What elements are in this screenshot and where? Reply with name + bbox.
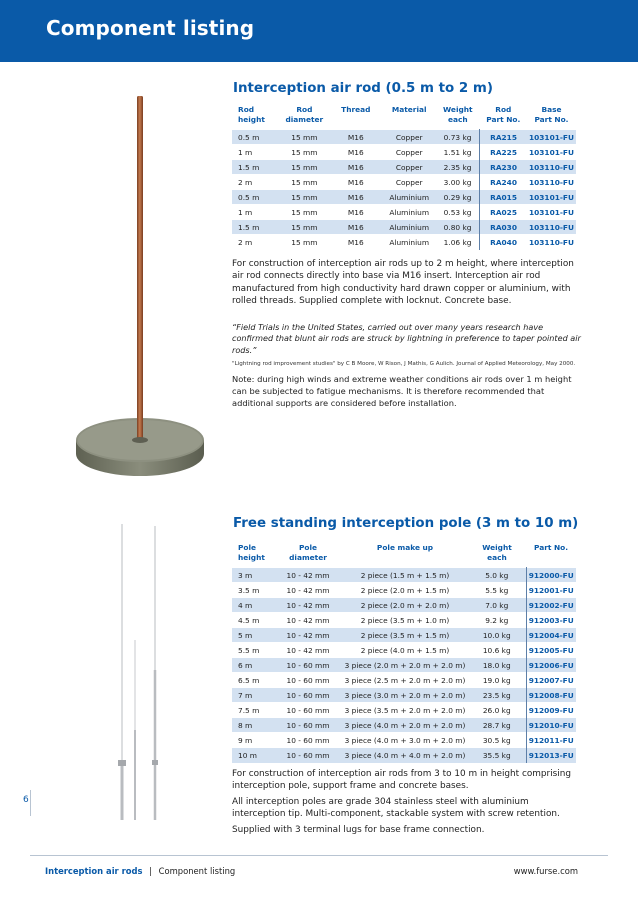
table-cell: 912010-FU (526, 718, 576, 733)
table-cell: 4 m (232, 598, 274, 613)
table-cell: RA215 (480, 130, 527, 145)
table-row (232, 733, 576, 748)
table-row (232, 718, 576, 733)
table-cell: Copper (382, 175, 436, 190)
page-number-rule (30, 790, 31, 816)
table-cell: 0.29 kg (436, 190, 480, 205)
citation: "Lightning rod improvement studies" by C B Moore, W Rison, J Mathis, G Aulich. Journal of Applied Meteorology, May 2000. (232, 361, 576, 367)
table-cell: Aluminium (382, 190, 436, 205)
table-cell: 8 m (232, 718, 274, 733)
table-cell: M16 (329, 160, 382, 175)
table-cell: 10.0 kg (468, 628, 526, 643)
table-cell: M16 (329, 175, 382, 190)
table-cell: 103110-FU (527, 175, 576, 190)
table-cell: 10 - 42 mm (274, 643, 342, 658)
table-cell: 1.5 m (232, 160, 280, 175)
table-cell: 912002-FU (526, 598, 576, 613)
table-row (232, 160, 576, 175)
table-cell: 2 piece (2.0 m + 1.5 m) (342, 583, 468, 598)
table-cell: 10 - 42 mm (274, 568, 342, 583)
table-cell: 2 piece (2.0 m + 2.0 m) (342, 598, 468, 613)
air-rod-description: For construction of interception air rods up to 2 m height, where interception air rod connects directly into base via M16 insert. Interception air rod manufactured from high conductivity hard drawn copper or aluminium, with rolled threads. Supplied complete with locknut. Concrete base. (232, 259, 574, 306)
table-cell: M16 (329, 130, 382, 145)
installation-note: Note: during high winds and extreme weather conditions air rods over 1 m height can be subjected to fatigue mechanisms. It is therefore recommended that additional supports are considered before installation. (232, 374, 572, 408)
table-cell: 912006-FU (526, 658, 576, 673)
column-header: Weight each (482, 543, 512, 562)
table-cell: 2.35 kg (436, 160, 480, 175)
table-cell: 912003-FU (526, 613, 576, 628)
table-row (232, 688, 576, 703)
table-cell: 103110-FU (527, 220, 576, 235)
table-cell: RA040 (480, 235, 527, 250)
table-cell: 10 - 60 mm (274, 703, 342, 718)
column-header: Pole make up (376, 543, 434, 552)
table-cell: 15 mm (280, 235, 330, 250)
table-cell: Aluminium (382, 235, 436, 250)
table-cell: 0.53 kg (436, 205, 480, 220)
column-header: Thread (341, 105, 371, 114)
column-header: Rod diameter (285, 105, 324, 124)
table-cell: 7.0 kg (468, 598, 526, 613)
table-cell: 4.5 m (232, 613, 274, 628)
footer-section: Interception air rods (45, 866, 143, 876)
table-cell: 2 piece (3.5 m + 1.0 m) (342, 613, 468, 628)
table-cell: 1.06 kg (436, 235, 480, 250)
column-header: Pole height (238, 543, 265, 562)
table-cell: 912011-FU (526, 733, 576, 748)
pole-supply-note: Supplied with 3 terminal lugs for base frame connection. (232, 825, 485, 835)
column-header: Weight each (443, 105, 473, 124)
table-cell: 2 piece (1.5 m + 1.5 m) (342, 568, 468, 583)
table-row (232, 175, 576, 190)
table-header-row (232, 541, 576, 568)
table-cell: 6.5 m (232, 673, 274, 688)
air-rod-table (232, 103, 576, 250)
table-cell: 10 - 60 mm (274, 658, 342, 673)
table-cell: 7 m (232, 688, 274, 703)
table-row (232, 703, 576, 718)
table-cell: 18.0 kg (468, 658, 526, 673)
table-cell: 28.7 kg (468, 718, 526, 733)
table-cell: Copper (382, 160, 436, 175)
pole-table (232, 541, 576, 763)
table-cell: 5.5 m (232, 643, 274, 658)
research-quote: “Field Trials in the United States, carried out over many years research have confirmed that blunt air rods are struck by lightning in preference to taper pointed air rods.” (232, 322, 581, 355)
footer-subsection: Component listing (158, 866, 236, 876)
table-row (232, 583, 576, 598)
table-cell: 103110-FU (527, 160, 576, 175)
table-row (232, 235, 576, 250)
table-cell: 912000-FU (526, 568, 576, 583)
table-cell: 10 - 42 mm (274, 598, 342, 613)
table-cell: 23.5 kg (468, 688, 526, 703)
table-cell: 15 mm (280, 160, 330, 175)
table-cell: 912005-FU (526, 643, 576, 658)
table-cell: 1 m (232, 145, 280, 160)
table-cell: 2 piece (4.0 m + 1.5 m) (342, 643, 468, 658)
table-cell: 10 - 42 mm (274, 613, 342, 628)
table-cell: Copper (382, 145, 436, 160)
table-cell: 15 mm (280, 130, 330, 145)
table-row (232, 748, 576, 763)
table-cell: 912013-FU (526, 748, 576, 763)
table-cell: 103101-FU (527, 190, 576, 205)
table-cell: 15 mm (280, 145, 330, 160)
table-cell: 7.5 m (232, 703, 274, 718)
table-cell: 5.5 kg (468, 583, 526, 598)
table-cell: M16 (329, 205, 382, 220)
table-cell: 0.80 kg (436, 220, 480, 235)
table-row (232, 205, 576, 220)
table-row (232, 673, 576, 688)
pole-description: For construction of interception air rods from 3 to 10 m in height comprising interception pole, support frame and concrete bases. (232, 769, 572, 792)
table-cell: 10 - 42 mm (274, 628, 342, 643)
footer-url[interactable]: www.furse.com (513, 866, 578, 876)
table-cell: 3 piece (4.0 m + 3.0 m + 2.0 m) (342, 733, 468, 748)
table-cell: 9 m (232, 733, 274, 748)
table-cell: 10 - 60 mm (274, 688, 342, 703)
column-header: Rod height (238, 105, 265, 124)
footer-breadcrumb (45, 866, 235, 876)
table-cell: 30.5 kg (468, 733, 526, 748)
table-cell: 26.0 kg (468, 703, 526, 718)
column-header: Rod Part No. (486, 105, 521, 124)
table-cell: 15 mm (280, 190, 330, 205)
table-row (232, 643, 576, 658)
column-header: Part No. (533, 543, 569, 552)
table-cell: 3 m (232, 568, 274, 583)
column-header: Base Part No. (534, 105, 569, 124)
page-title: Component listing (46, 16, 255, 40)
table-cell: Copper (382, 130, 436, 145)
table-cell: 1.5 m (232, 220, 280, 235)
table-header-row (232, 103, 576, 130)
table-cell: 10.6 kg (468, 643, 526, 658)
table-cell: 15 mm (280, 175, 330, 190)
table-cell: 9.2 kg (468, 613, 526, 628)
table-cell: 0.5 m (232, 190, 280, 205)
table-row (232, 130, 576, 145)
table-cell: 912008-FU (526, 688, 576, 703)
table-cell: RA230 (480, 160, 527, 175)
table-cell: 103101-FU (527, 145, 576, 160)
table-cell: 6 m (232, 658, 274, 673)
table-row (232, 613, 576, 628)
table-cell: Aluminium (382, 205, 436, 220)
table-cell: 10 - 60 mm (274, 733, 342, 748)
table-cell: 912007-FU (526, 673, 576, 688)
table-cell: 3.5 m (232, 583, 274, 598)
table-cell: RA030 (480, 220, 527, 235)
table-cell: M16 (329, 190, 382, 205)
table-cell: 15 mm (280, 220, 330, 235)
table-row (232, 190, 576, 205)
table-cell: 912009-FU (526, 703, 576, 718)
table-cell: 103110-FU (527, 235, 576, 250)
table-cell: 3 piece (2.0 m + 2.0 m + 2.0 m) (342, 658, 468, 673)
table-cell: 3 piece (4.0 m + 2.0 m + 2.0 m) (342, 718, 468, 733)
table-cell: 1 m (232, 205, 280, 220)
table-cell: 10 - 60 mm (274, 718, 342, 733)
table-row (232, 220, 576, 235)
table-cell: Aluminium (382, 220, 436, 235)
table-cell: 3 piece (2.5 m + 2.0 m + 2.0 m) (342, 673, 468, 688)
table-row (232, 568, 576, 583)
pole-material-description: All interception poles are grade 304 stainless steel with aluminium interception tip. Multi-component, stackable system with screw retention. (232, 797, 560, 820)
page-header (0, 0, 638, 62)
table-cell: 0.5 m (232, 130, 280, 145)
table-row (232, 658, 576, 673)
table-cell: 103101-FU (527, 130, 576, 145)
column-header: Pole diameter (289, 543, 327, 562)
column-header: Material (391, 105, 427, 114)
footer-separator: | (149, 866, 152, 876)
table-cell: 10 - 60 mm (274, 748, 342, 763)
table-cell: 2 m (232, 175, 280, 190)
table-cell: M16 (329, 235, 382, 250)
table-cell: 10 m (232, 748, 274, 763)
page-number: 6 (23, 795, 29, 805)
table-cell: 0.73 kg (436, 130, 480, 145)
table-cell: 10 - 42 mm (274, 583, 342, 598)
table-cell: 912004-FU (526, 628, 576, 643)
table-cell: 2 m (232, 235, 280, 250)
table-cell: RA225 (480, 145, 527, 160)
table-cell: 3 piece (3.5 m + 2.0 m + 2.0 m) (342, 703, 468, 718)
table-cell: RA025 (480, 205, 527, 220)
table-cell: 3.00 kg (436, 175, 480, 190)
table-cell: 1.51 kg (436, 145, 480, 160)
table-cell: 19.0 kg (468, 673, 526, 688)
table-cell: RA240 (480, 175, 527, 190)
air-rod-section-title: Interception air rod (0.5 m to 2 m) (233, 81, 493, 96)
table-cell: M16 (329, 145, 382, 160)
table-cell: 2 piece (3.5 m + 1.5 m) (342, 628, 468, 643)
table-cell: 103101-FU (527, 205, 576, 220)
footer-divider (30, 855, 608, 856)
interception-pole-illustration (100, 520, 180, 822)
air-rod-illustration (72, 96, 212, 482)
table-cell: 10 - 60 mm (274, 673, 342, 688)
table-cell: RA015 (480, 190, 527, 205)
table-cell: 5.0 kg (468, 568, 526, 583)
table-cell: 15 mm (280, 205, 330, 220)
table-cell: 35.5 kg (468, 748, 526, 763)
pole-section-title: Free standing interception pole (3 m to 10 m) (233, 516, 579, 531)
table-cell: 5 m (232, 628, 274, 643)
table-cell: 912001-FU (526, 583, 576, 598)
table-row (232, 628, 576, 643)
table-cell: M16 (329, 220, 382, 235)
table-row (232, 145, 576, 160)
table-cell: 3 piece (4.0 m + 4.0 m + 2.0 m) (342, 748, 468, 763)
table-cell: 3 piece (3.0 m + 2.0 m + 2.0 m) (342, 688, 468, 703)
table-row (232, 598, 576, 613)
